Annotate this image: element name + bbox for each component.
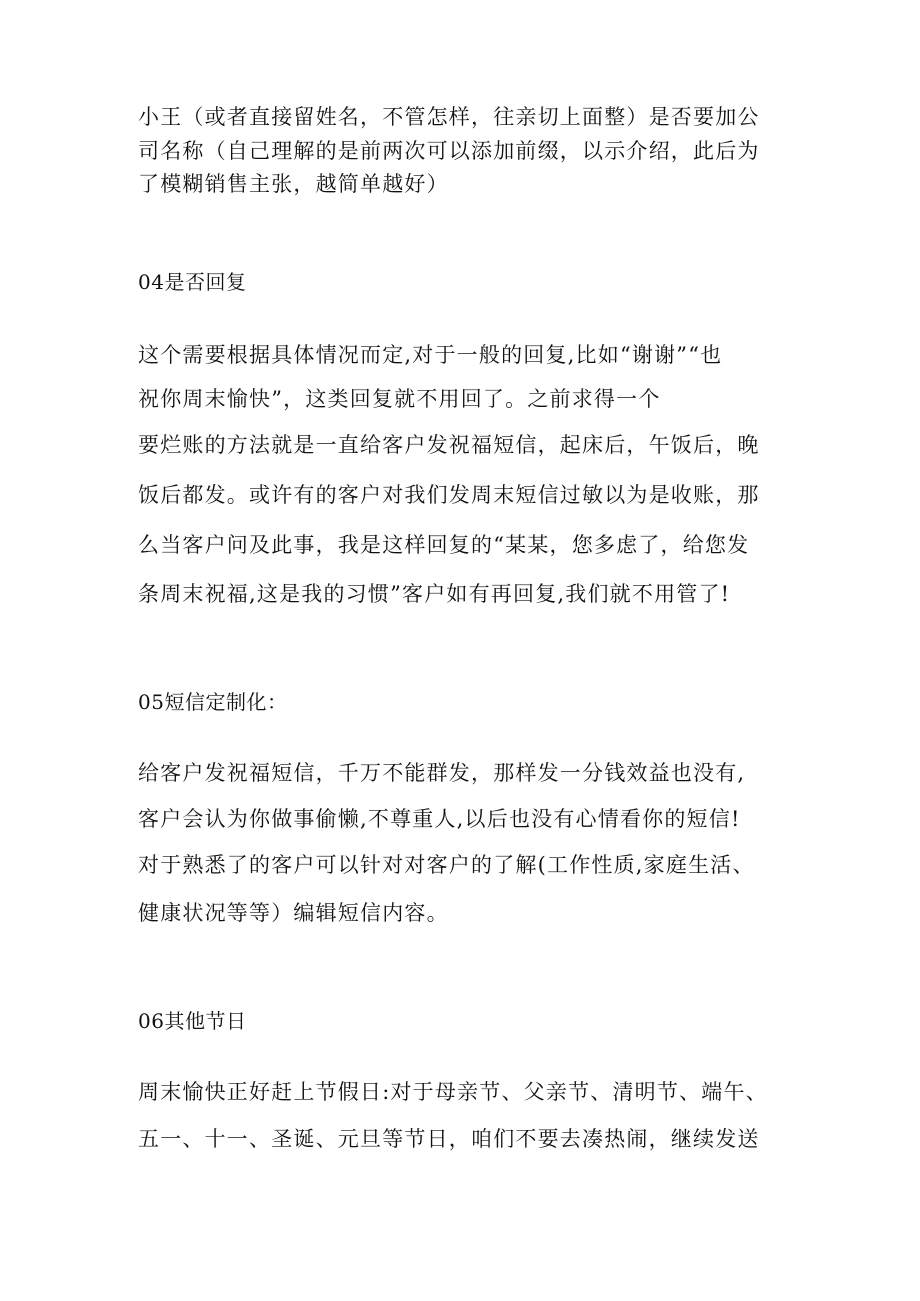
section-04-heading: 04是否回复 (138, 270, 247, 294)
intro-line-1: 小王（或者直接留姓名，不管怎样，往亲切上面整）是否要加公 (138, 105, 760, 129)
section-04-line-4: 饭后都发。或许有的客户对我们发周末短信过敏以为是收账，那 (138, 483, 760, 507)
section-06-heading: 06其他节日 (138, 1009, 247, 1033)
intro-line-3: 了模糊销售主张，越简单越好） (138, 172, 449, 196)
section-06-line-1: 周末愉快正好赶上节假日:对于母亲节、父亲节、清明节、端午、 (138, 1080, 768, 1104)
section-05-line-1: 给客户发祝福短信，千万不能群发，那样发一分钱效益也没有, (138, 761, 746, 785)
section-04-line-6: 条周末祝福,这是我的习惯”客户如有再回复,我们就不用管了! (138, 582, 731, 606)
section-04-line-3: 要烂账的方法就是一直给客户发祝福短信，起床后，午饭后，晚 (138, 433, 760, 457)
intro-line-2: 司名称（自己理解的是前两次可以添加前缀，以示介绍，此后为 (138, 139, 760, 163)
section-05-line-2: 客户会认为你做事偷懒,不尊重人,以后也没有心情看你的短信! (138, 807, 741, 831)
section-05-line-3: 对于熟悉了的客户可以针对对客户的了解(工作性质,家庭生活、 (138, 853, 755, 877)
section-06-line-2: 五一、十一、圣诞、元旦等节日，咱们不要去凑热闹，继续发送 (138, 1127, 760, 1151)
section-04-line-5: 么当客户问及此事，我是这样回复的“某某，您多虑了，给您发 (138, 533, 750, 557)
section-04-line-1: 这个需要根据具体情况而定,对于一般的回复,比如“谢谢”“也 (138, 343, 723, 367)
section-05-line-4: 健康状况等等）编辑短信内容。 (138, 901, 449, 925)
section-05-heading: 05短信定制化： (138, 690, 288, 714)
section-04-line-2: 祝你周末愉快”，这类回复就不用回了。之前求得一个 (138, 387, 661, 411)
